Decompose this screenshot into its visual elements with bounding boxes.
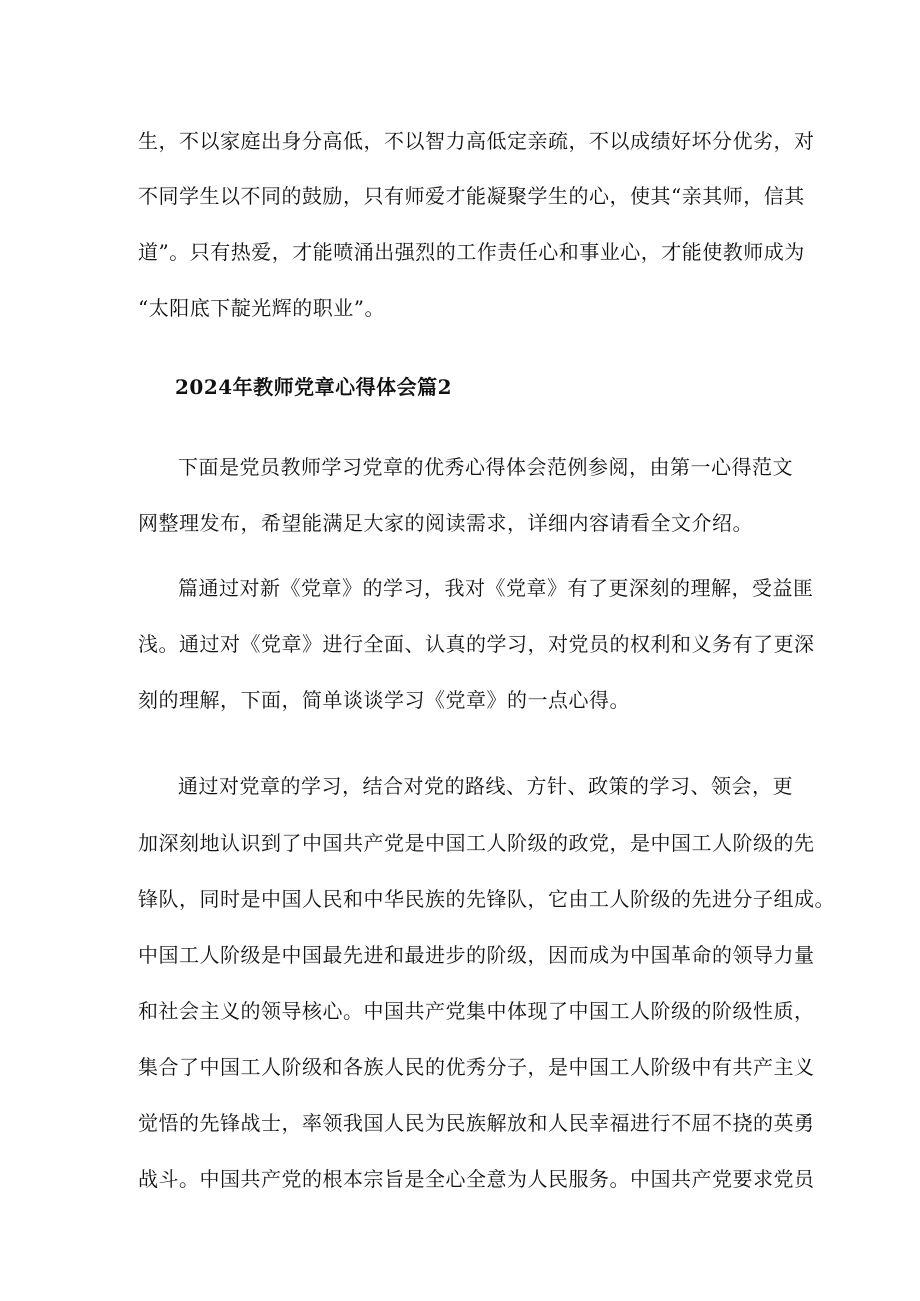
paragraph-4-line: 和社会主义的领导核心。中国共产党集中体现了中国工人阶级的阶级性质， [138,999,815,1023]
paragraph-4-line: 觉悟的先锋战士，率领我国人民为民族解放和人民幸福进行不屈不挠的英勇 [138,1111,815,1135]
paragraph-4-line: 集合了中国工人阶级和各族人民的优秀分子，是中国工人阶级中有共产主义 [138,1055,815,1079]
paragraph-4-line: 加深刻地认识到了中国共产党是中国工人阶级的政党，是中国工人阶级的先 [138,831,815,855]
paragraph-1-line: 生，不以家庭出身分高低，不以智力高低定亲疏，不以成绩好坏分优劣，对 [138,129,815,153]
section-heading: 2024年教师党章心得体会篇2 [175,375,453,399]
paragraph-1-line: “太阳底下靛光辉的职业”。 [138,296,385,320]
paragraph-3-line: 刻的理解，下面，简单谈谈学习《党章》的一点心得。 [138,688,630,712]
paragraph-1-line: 不同学生以不同的鼓励，只有师爱才能凝聚学生的心，使其“亲其师，信其 [138,184,805,208]
paragraph-4-line: 中国工人阶级是中国最先进和最进步的阶级，因而成为中国革命的领导力量 [138,943,815,967]
paragraph-2-line: 网整理发布，希望能满足大家的阅读需求，详细内容请看全文介绍。 [138,511,753,535]
paragraph-3-line: 篇通过对新《党章》的学习，我对《党章》有了更深刻的理解，受益匪 [178,576,814,600]
paragraph-3-line: 浅。通过对《党章》进行全面、认真的学习，对党员的权利和义务有了更深 [138,632,815,656]
paragraph-2-line: 下面是党员教师学习党章的优秀心得体会范例参阅，由第一心得范文 [178,455,793,479]
paragraph-4-line: 通过对党章的学习，结合对党的路线、方针、政策的学习、领会，更 [178,774,793,798]
paragraph-1-line: 道”。只有热爱，才能喷涌出强烈的工作责任心和事业心，才能使教师成为 [138,240,805,264]
paragraph-4-line: 战斗。中国共产党的根本宗旨是全心全意为人民服务。中国共产党要求党员 [138,1167,815,1191]
paragraph-4-line: 锋队，同时是中国人民和中华民族的先锋队，它由工人阶级的先进分子组成。 [138,887,835,911]
